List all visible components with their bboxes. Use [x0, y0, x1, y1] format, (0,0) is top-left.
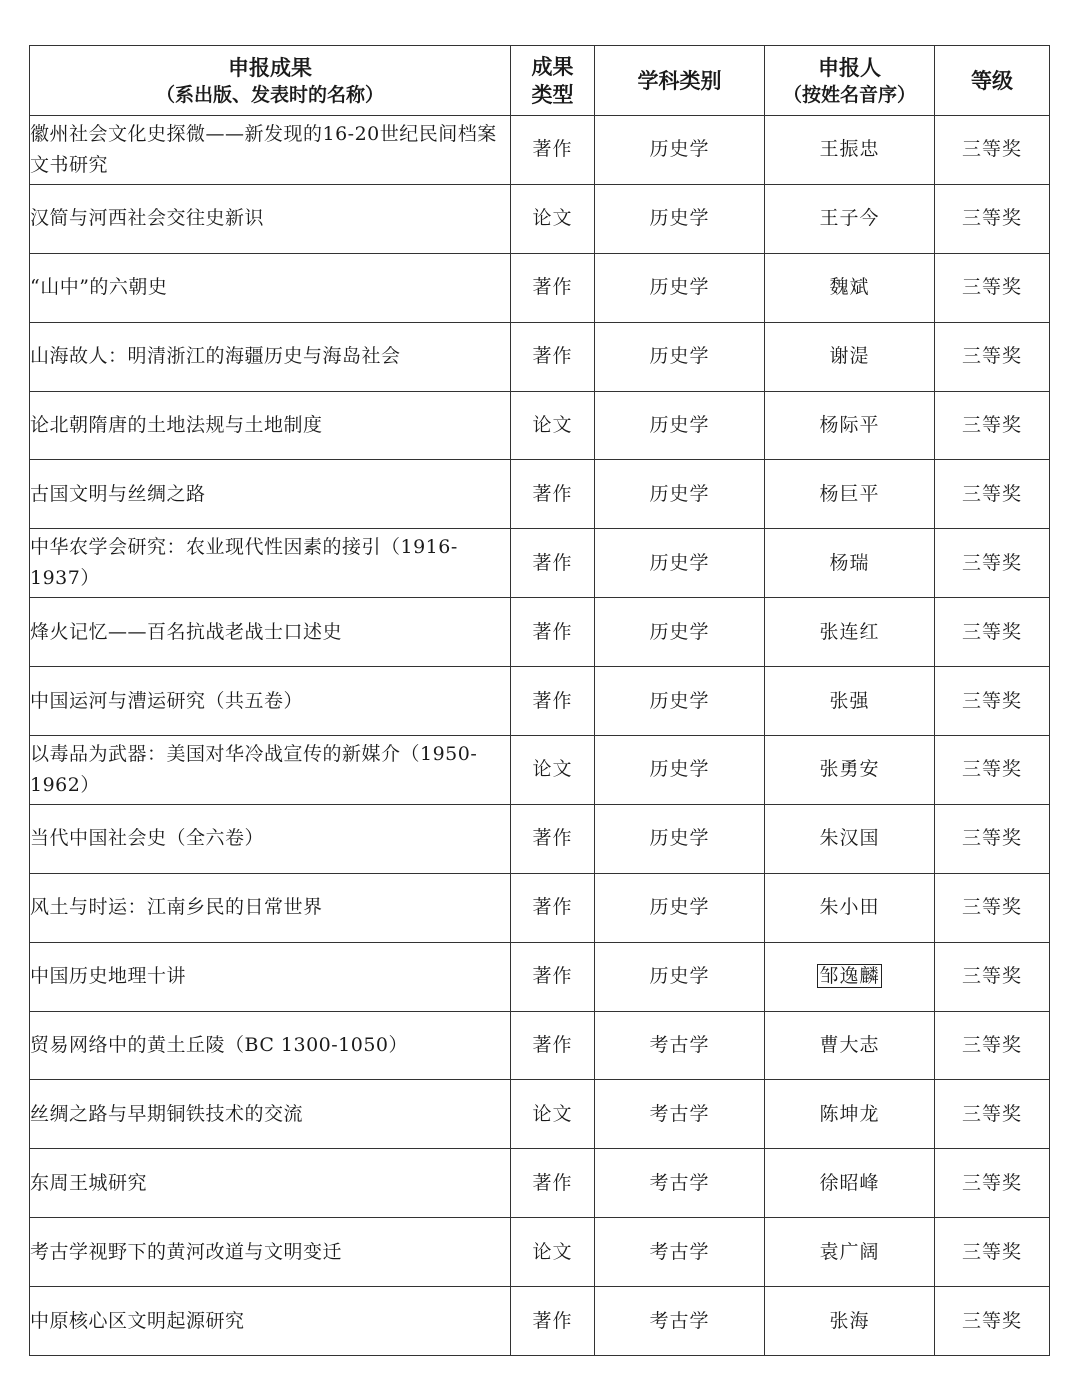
awards-table: [29, 45, 1050, 1356]
type-cell-text: 论文: [532, 1102, 573, 1125]
applicant-cell: [765, 942, 935, 1011]
title-cell: [30, 598, 511, 667]
applicant-cell: [765, 667, 935, 736]
grade-cell: [935, 1011, 1050, 1080]
title-cell-text: 风土与时运：江南乡民的日常世界: [30, 896, 323, 919]
type-cell: [511, 598, 595, 667]
type-cell-text: 著作: [532, 896, 573, 919]
discipline-cell-text: 考古学: [649, 1034, 710, 1057]
title-cell-text: 徽州社会文化史探微——新发现的16-20世纪民间档案文书研究: [30, 122, 497, 176]
grade-cell: [935, 736, 1050, 805]
type-cell: [511, 667, 595, 736]
discipline-cell-text: 历史学: [649, 965, 710, 988]
title-cell-text: 当代中国社会史（全六卷）: [30, 827, 265, 850]
table-row: [30, 116, 1050, 185]
title-cell-text: 丝绸之路与早期铜铁技术的交流: [30, 1102, 304, 1125]
grade-cell: [935, 942, 1050, 1011]
applicant-cell: [765, 529, 935, 598]
type-cell: [511, 529, 595, 598]
title-cell: [30, 322, 511, 391]
header-row: [30, 46, 1050, 116]
grade-cell: [935, 460, 1050, 529]
title-cell: [30, 391, 511, 460]
type-cell-text: 著作: [532, 482, 573, 505]
type-cell: [511, 1218, 595, 1287]
title-cell-text: 东周王城研究: [30, 1171, 148, 1194]
discipline-cell: [595, 322, 765, 391]
table-row: [30, 942, 1050, 1011]
type-cell: [511, 1149, 595, 1218]
discipline-cell: [595, 736, 765, 805]
title-cell: [30, 804, 511, 873]
title-cell-text: 中华农学会研究：农业现代性因素的接引（1916-1937）: [30, 536, 458, 590]
discipline-cell-text: 历史学: [649, 138, 710, 161]
discipline-cell-text: 历史学: [649, 345, 710, 368]
grade-cell: [935, 322, 1050, 391]
title-cell-text: 中国运河与漕运研究（共五卷）: [30, 689, 304, 712]
applicant-cell: [765, 391, 935, 460]
title-cell-text: “山中”的六朝史: [30, 276, 168, 299]
table-row: [30, 1218, 1050, 1287]
grade-cell-text: 三等奖: [961, 207, 1022, 230]
type-cell-text: 著作: [532, 551, 573, 574]
type-cell: [511, 184, 595, 253]
grade-cell-text: 三等奖: [961, 345, 1022, 368]
grade-cell: [935, 1287, 1050, 1356]
type-cell-text: 著作: [532, 689, 573, 712]
header-title-sub: （系出版、发表时的名称）: [155, 83, 384, 106]
type-cell: [511, 253, 595, 322]
applicant-cell-text: 袁广阔: [819, 1240, 880, 1263]
type-cell: [511, 460, 595, 529]
title-cell: [30, 667, 511, 736]
discipline-cell-text: 历史学: [649, 758, 710, 781]
discipline-cell-text: 历史学: [649, 827, 710, 850]
applicant-cell: [765, 1287, 935, 1356]
header-applicant-main: 申报人: [818, 54, 881, 80]
header-title: [30, 46, 511, 116]
title-cell: [30, 1149, 511, 1218]
table-row: [30, 873, 1050, 942]
title-cell-text: 烽火记忆——百名抗战老战士口述史: [30, 620, 343, 643]
table-row: [30, 322, 1050, 391]
table-row: [30, 253, 1050, 322]
table-row: [30, 667, 1050, 736]
grade-cell-text: 三等奖: [961, 827, 1022, 850]
grade-cell: [935, 1218, 1050, 1287]
type-cell-text: 著作: [532, 1171, 573, 1194]
applicant-cell-text: 朱小田: [819, 896, 880, 919]
grade-cell-text: 三等奖: [961, 620, 1022, 643]
type-cell-text: 论文: [532, 414, 573, 436]
discipline-cell: [595, 529, 765, 598]
title-cell-text: 以毒品为武器：美国对华冷战宣传的新媒介（1950-1962）: [30, 742, 478, 796]
table-row: [30, 460, 1050, 529]
grade-cell: [935, 391, 1050, 460]
title-cell-text: 中原核心区文明起源研究: [30, 1309, 245, 1332]
grade-cell-text: 三等奖: [961, 965, 1022, 988]
discipline-cell: [595, 116, 765, 185]
type-cell-text: 著作: [532, 276, 573, 299]
header-type-line1: 成果: [531, 53, 574, 79]
table-row: [30, 1080, 1050, 1149]
applicant-cell-text: 张连红: [819, 620, 880, 643]
title-cell-text: 中国历史地理十讲: [30, 965, 187, 988]
discipline-cell: [595, 391, 765, 460]
applicant-cell: [765, 1149, 935, 1218]
discipline-cell: [595, 1149, 765, 1218]
type-cell-text: 论文: [532, 207, 573, 230]
grade-cell-text: 三等奖: [961, 482, 1022, 505]
title-cell: [30, 873, 511, 942]
applicant-cell: [765, 116, 935, 185]
discipline-cell: [595, 460, 765, 529]
table-row: [30, 804, 1050, 873]
type-cell: [511, 391, 595, 460]
applicant-cell: [765, 184, 935, 253]
grade-cell: [935, 529, 1050, 598]
title-cell: [30, 736, 511, 805]
discipline-cell-text: 历史学: [649, 689, 710, 712]
type-cell: [511, 1287, 595, 1356]
applicant-cell-text: 杨瑞: [829, 551, 870, 574]
applicant-cell: [765, 1011, 935, 1080]
discipline-cell: [595, 667, 765, 736]
grade-cell-text: 三等奖: [961, 1034, 1022, 1057]
discipline-cell: [595, 253, 765, 322]
grade-cell-text: 三等奖: [961, 1171, 1022, 1194]
type-cell-text: 著作: [532, 827, 573, 850]
title-cell: [30, 253, 511, 322]
grade-cell-text: 三等奖: [961, 1102, 1022, 1125]
applicant-cell-text: 张海: [829, 1309, 870, 1332]
discipline-cell-text: 历史学: [649, 620, 710, 643]
applicant-cell-text: 魏斌: [829, 276, 870, 299]
grade-cell: [935, 667, 1050, 736]
type-cell-text: 著作: [532, 620, 573, 643]
grade-cell-text: 三等奖: [961, 1309, 1022, 1332]
applicant-cell-text: 谢湜: [829, 345, 870, 368]
applicant-cell-text: 邹逸麟: [819, 965, 880, 988]
table-row: [30, 529, 1050, 598]
applicant-cell-text: 陈坤龙: [819, 1102, 880, 1125]
discipline-cell-text: 考古学: [649, 1171, 710, 1194]
table-row: [30, 1287, 1050, 1356]
grade-cell-text: 三等奖: [961, 276, 1022, 299]
table-row: [30, 598, 1050, 667]
grade-cell-text: 三等奖: [961, 138, 1022, 161]
title-cell: [30, 942, 511, 1011]
type-cell-text: 论文: [532, 1240, 573, 1263]
discipline-cell: [595, 873, 765, 942]
grade-cell: [935, 253, 1050, 322]
grade-cell-text: 三等奖: [961, 896, 1022, 919]
grade-cell-text: 三等奖: [961, 414, 1022, 436]
type-cell: [511, 1080, 595, 1149]
header-title-main: 申报成果: [228, 54, 312, 80]
title-cell: [30, 116, 511, 185]
grade-cell: [935, 116, 1050, 185]
grade-cell: [935, 598, 1050, 667]
discipline-cell: [595, 598, 765, 667]
type-cell: [511, 322, 595, 391]
type-cell-text: 论文: [532, 758, 573, 781]
applicant-cell-text: 朱汉国: [819, 827, 880, 850]
type-cell: [511, 1011, 595, 1080]
applicant-cell: [765, 873, 935, 942]
grade-cell: [935, 1149, 1050, 1218]
header-grade: 等级: [935, 46, 1050, 116]
applicant-cell: [765, 598, 935, 667]
header-applicant-sub: （按姓名音序）: [782, 83, 916, 106]
type-cell-text: 著作: [532, 345, 573, 368]
discipline-cell-text: 历史学: [649, 276, 710, 299]
applicant-cell-text: 杨巨平: [819, 482, 880, 505]
header-applicant: [765, 46, 935, 116]
applicant-cell-text: 王子今: [819, 207, 880, 230]
grade-cell: [935, 873, 1050, 942]
applicant-cell-text: 杨际平: [819, 414, 880, 436]
discipline-cell: [595, 1011, 765, 1080]
applicant-cell-text: 徐昭峰: [819, 1171, 880, 1194]
title-cell: [30, 1287, 511, 1356]
grade-cell: [935, 184, 1050, 253]
applicant-cell-text: 曹大志: [819, 1034, 880, 1057]
discipline-cell: [595, 804, 765, 873]
discipline-cell: [595, 942, 765, 1011]
title-cell-text: 贸易网络中的黄土丘陵（BC 1300-1050）: [30, 1034, 409, 1057]
discipline-cell-text: 考古学: [649, 1240, 710, 1263]
applicant-cell: [765, 1218, 935, 1287]
applicant-cell: [765, 460, 935, 529]
title-cell: [30, 529, 511, 598]
grade-cell-text: 三等奖: [961, 1240, 1022, 1263]
title-cell-text: 古国文明与丝绸之路: [30, 482, 206, 505]
type-cell: [511, 116, 595, 185]
header-type: [511, 46, 595, 116]
type-cell: [511, 942, 595, 1011]
grade-cell: [935, 1080, 1050, 1149]
header-discipline: 学科类别: [595, 46, 765, 116]
discipline-cell-text: 历史学: [649, 896, 710, 919]
discipline-cell-text: 考古学: [649, 1102, 710, 1125]
header-type-line2: 类型: [531, 81, 574, 107]
table-row: [30, 391, 1050, 460]
table-row: [30, 1149, 1050, 1218]
applicant-cell: [765, 253, 935, 322]
discipline-cell-text: 历史学: [649, 207, 710, 230]
discipline-cell-text: 历史学: [649, 482, 710, 505]
discipline-cell-text: 考古学: [649, 1309, 710, 1332]
table-row: [30, 736, 1050, 805]
type-cell: [511, 804, 595, 873]
type-cell-text: 著作: [532, 138, 573, 161]
title-cell-text: 考古学视野下的黄河改道与文明变迁: [30, 1240, 343, 1263]
applicant-cell: [765, 1080, 935, 1149]
discipline-cell: [595, 1287, 765, 1356]
title-cell: [30, 460, 511, 529]
table-row: [30, 1011, 1050, 1080]
applicant-cell: [765, 804, 935, 873]
type-cell: [511, 873, 595, 942]
discipline-cell: [595, 184, 765, 253]
title-cell: [30, 1080, 511, 1149]
title-cell-text: 论北朝隋唐的土地法规与土地制度: [30, 414, 323, 436]
type-cell-text: 著作: [532, 965, 573, 988]
applicant-cell-text: 张勇安: [819, 758, 880, 781]
applicant-cell: [765, 736, 935, 805]
applicant-cell-text: 张强: [829, 689, 870, 712]
grade-cell-text: 三等奖: [961, 551, 1022, 574]
grade-cell-text: 三等奖: [961, 689, 1022, 712]
discipline-cell: [595, 1218, 765, 1287]
title-cell: [30, 1011, 511, 1080]
table-row: [30, 184, 1050, 253]
title-cell-text: 山海故人：明清浙江的海疆历史与海岛社会: [30, 345, 401, 368]
grade-cell: [935, 804, 1050, 873]
discipline-cell-text: 历史学: [649, 414, 710, 436]
grade-cell-text: 三等奖: [961, 758, 1022, 781]
title-cell-text: 汉简与河西社会交往史新识: [30, 207, 265, 230]
applicant-cell-text: 王振忠: [819, 138, 880, 161]
type-cell-text: 著作: [532, 1309, 573, 1332]
discipline-cell-text: 历史学: [649, 551, 710, 574]
applicant-cell: [765, 322, 935, 391]
title-cell: [30, 184, 511, 253]
discipline-cell: [595, 1080, 765, 1149]
type-cell: [511, 736, 595, 805]
title-cell: [30, 1218, 511, 1287]
type-cell-text: 著作: [532, 1034, 573, 1057]
